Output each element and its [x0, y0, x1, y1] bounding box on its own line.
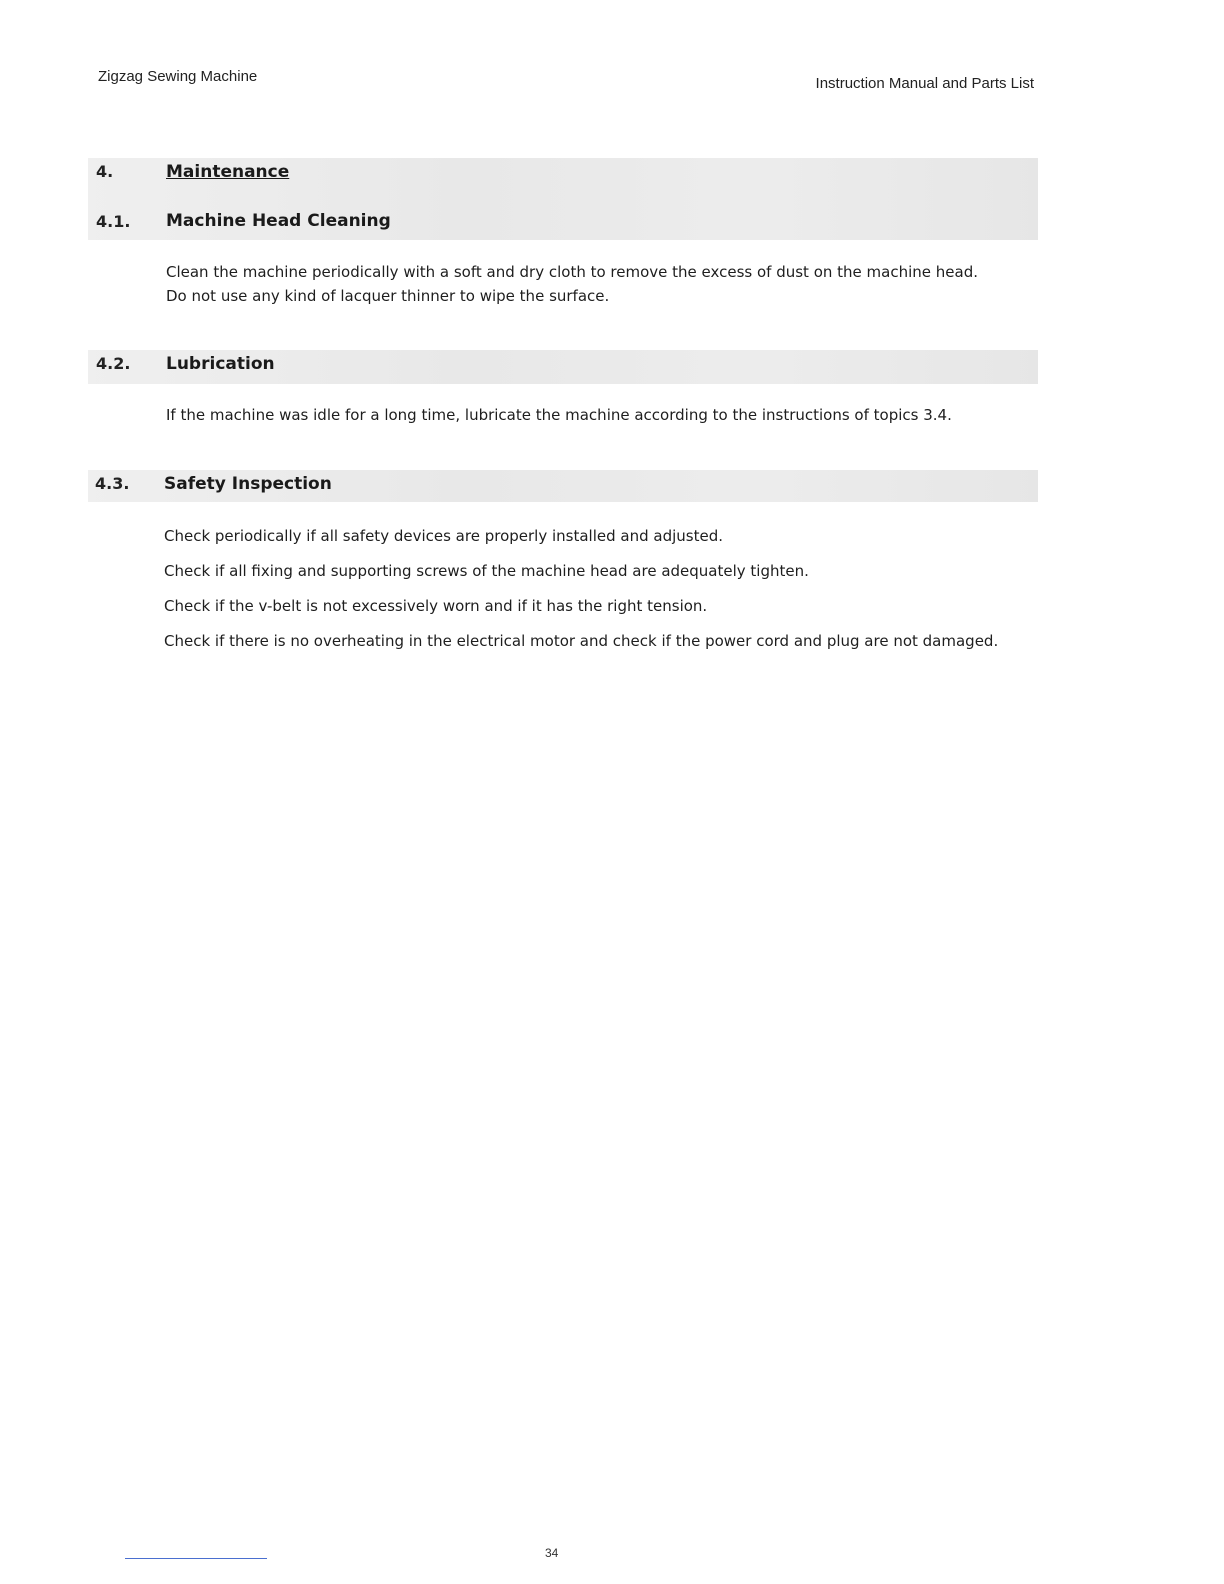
paragraph-line: Check if all fixing and supporting screws of the machine head are adequately tighten. — [164, 562, 809, 580]
footer-rule — [125, 1558, 267, 1559]
paragraph-line: Check periodically if all safety devices are properly installed and adjusted. — [164, 527, 723, 545]
running-header-right: Instruction Manual and Parts List — [815, 75, 1034, 92]
paragraph-line: Clean the machine periodically with a soft and dry cloth to remove the excess of dust on the machine head. — [166, 263, 978, 281]
paragraph-line: If the machine was idle for a long time, lubricate the machine according to the instructions of topics 3.4. — [166, 406, 952, 424]
running-header-left: Zigzag Sewing Machine — [98, 68, 258, 85]
section-number: 4.3. — [95, 474, 130, 493]
section-title: Lubrication — [166, 354, 275, 374]
section-number: 4.1. — [96, 212, 131, 231]
section-number: 4. — [96, 162, 114, 181]
section-title: Safety Inspection — [164, 474, 332, 494]
paragraph-line: Do not use any kind of lacquer thinner to wipe the surface. — [166, 287, 610, 305]
page-number: 34 — [545, 1546, 559, 1560]
paragraph-line: Check if the v-belt is not excessively worn and if it has the right tension. — [164, 597, 708, 615]
section-number: 4.2. — [96, 354, 131, 373]
section-title: Maintenance — [166, 162, 290, 182]
section-title: Machine Head Cleaning — [166, 211, 391, 231]
paragraph-line: Check if there is no overheating in the electrical motor and check if the power cord and plug are not damaged. — [164, 632, 999, 650]
